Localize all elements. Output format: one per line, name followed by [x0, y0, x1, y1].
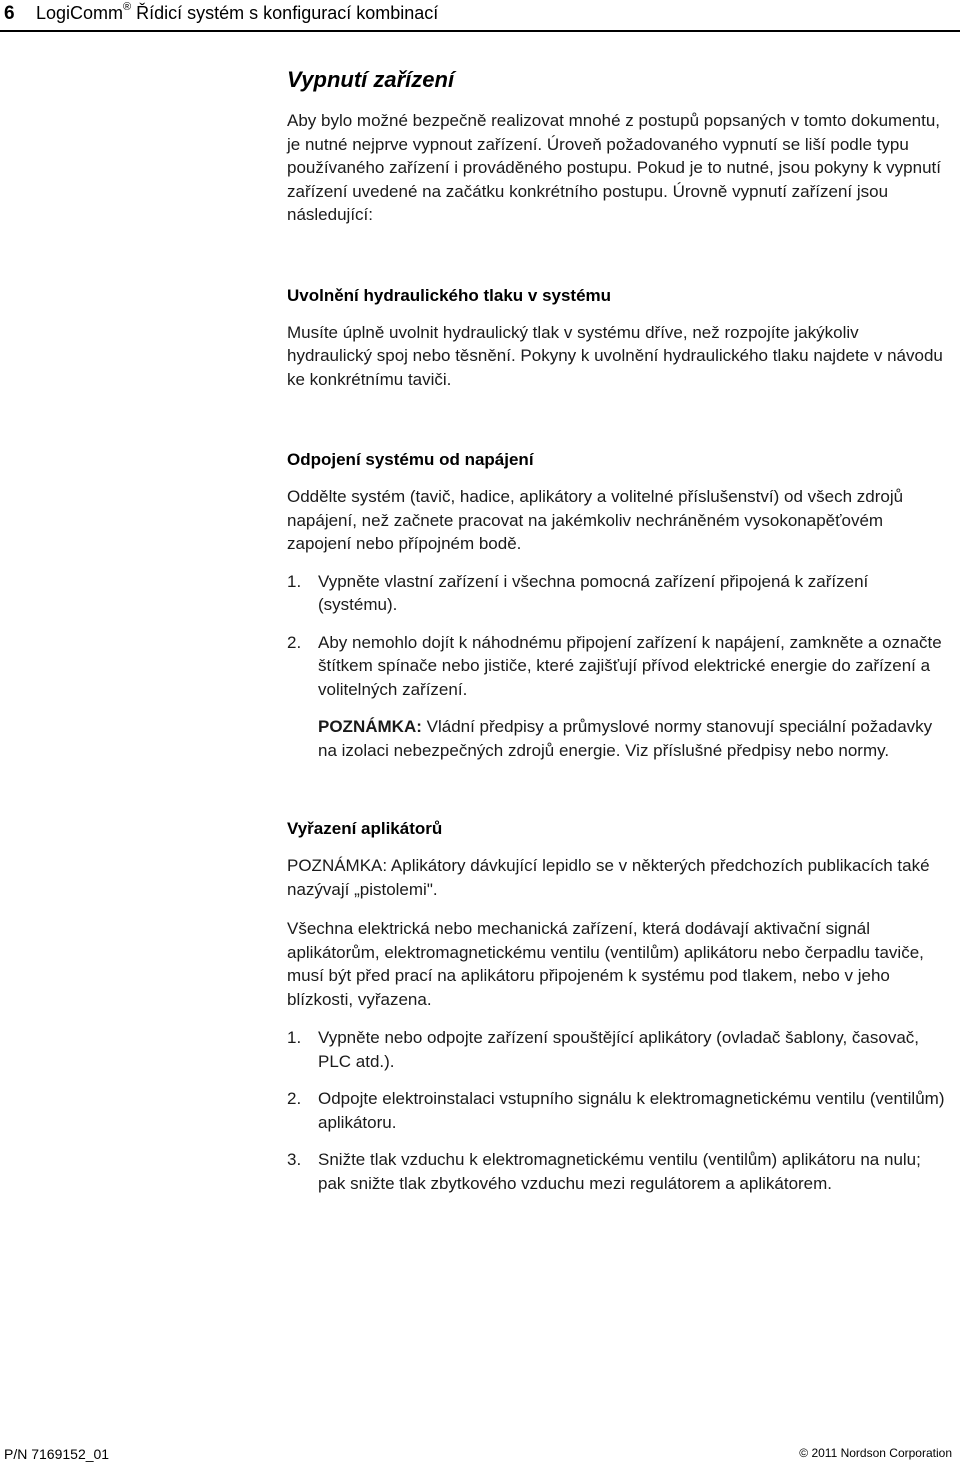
list-item-number: 3. — [287, 1150, 302, 1169]
registered-mark: ® — [123, 1, 132, 13]
note-text: Vládní předpisy a průmyslové normy stanovují speciální požadavky na izolaci nebezpečných zdrojů energie. Viz příslušné předpisy nebo normy. — [318, 717, 933, 760]
list-item-number: 1. — [287, 1028, 302, 1047]
list-item — [287, 570, 947, 617]
list-item-text: Odpojte elektroinstalaci vstupního signálu k elektromagnetickému ventilu (ventilům) aplikátoru. — [318, 1089, 945, 1132]
power-note — [287, 715, 947, 762]
list-item-text: Vypněte vlastní zařízení i všechna pomocná zařízení připojená k zařízení (systému). — [318, 571, 869, 614]
list-item-number: 1. — [287, 571, 302, 591]
section-intro: Aby bylo možné bezpečně realizovat mnohé z postupů popsaných v tomto dokumentu, je nutné nejprve vypnout zařízení. Úroveň požadovaného vypnutí se liší podle typu používaného zařízení i prováděného postupu. Pokud je to nutné, jsou pokyny k vypnutí zařízení uvedené na začátku konkrétního postupu. Úrovně vypnutí zařízení jsou následující: — [287, 111, 941, 224]
list-item-text: Vypněte nebo odpojte zařízení spouštějící aplikátory (ovladač šablony, časovač, PLC atd.). — [318, 1028, 920, 1071]
list-item — [287, 631, 947, 702]
power-text: Oddělte systém (tavič, hadice, aplikátory a volitelné příslušenství) od všech zdrojů napájení, než začnete pracovat na jakémkoliv nechráněném vysokonapěťovém zapojení nebo přípojném bodě. — [287, 487, 904, 553]
applicator-steps — [287, 1026, 947, 1195]
list-item — [287, 1148, 947, 1195]
applicators-heading: Vyřazení aplikátorů — [287, 819, 443, 838]
list-item — [287, 1087, 947, 1134]
main-content — [287, 66, 947, 1195]
list-item-number: 2. — [287, 632, 302, 652]
pressure-heading: Uvolnění hydraulického tlaku v systému — [287, 285, 612, 305]
page-header — [0, 0, 960, 32]
page-number: 6 — [4, 3, 15, 24]
applicators-note: POZNÁMKA: Aplikátory dávkující lepidlo se v některých předchozích publikacích také nazývají „pistolemi". — [287, 856, 930, 899]
list-item — [287, 1026, 947, 1073]
list-item-text: Aby nemohlo dojít k náhodnému připojení zařízení k napájení, zamkněte a označte štítkem spínače nebo jističe, které zajišťují přívod elektrické energie do zařízení a volitelných zařízení. — [318, 632, 942, 699]
note-label: POZNÁMKA: — [318, 717, 422, 736]
running-title — [36, 3, 438, 24]
copyright: © 2011 Nordson Corporation — [799, 1446, 952, 1460]
list-item-text: Snižte tlak vzduchu k elektromagnetickému ventilu (ventilům) aplikátoru na nulu; pak snižte tlak zbytkového vzduchu mezi regulátorem a aplikátorem. — [318, 1150, 921, 1193]
running-title-rest: Řídicí systém s konfigurací kombinací — [136, 3, 439, 23]
brand-name: LogiComm — [36, 3, 124, 23]
applicators-text: Všechna elektrická nebo mechanická zařízení, která dodávají aktivační signál aplikátorům, elektromagnetickému ventilu (ventilům) aplikátoru nebo čerpadlu taviče, musí být před prací na aplikátoru připojeném k systému pod tlakem, nebo v jeho blízkosti, vyřazena. — [287, 919, 924, 1009]
power-steps — [287, 570, 947, 763]
pressure-text: Musíte úplně uvolnit hydraulický tlak v systému dříve, než rozpojíte jakýkoliv hydraulický spoj nebo těsnění. Pokyny k uvolnění hydraulického tlaku najdete v návodu ke konkrétnímu taviči. — [287, 322, 943, 389]
power-heading: Odpojení systému od napájení — [287, 450, 534, 469]
part-number: P/N 7169152_01 — [4, 1446, 110, 1462]
section-title: Vypnutí zařízení — [287, 67, 455, 92]
list-item-number: 2. — [287, 1089, 302, 1108]
